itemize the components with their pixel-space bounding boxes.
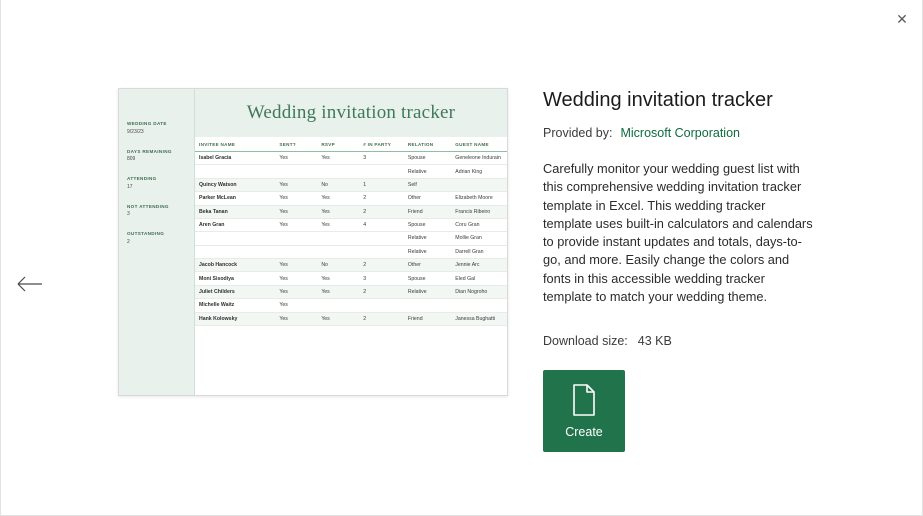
cell-in-party: 2 <box>359 285 404 298</box>
cell-invitee-name: Parker McLean <box>195 192 275 205</box>
close-icon: ✕ <box>896 11 908 27</box>
table-row <box>195 165 507 178</box>
cell-invitee-name: Michelle Waitz <box>195 299 275 312</box>
stat-label: WEDDING DATE <box>127 121 167 126</box>
cell-relation: Self <box>404 178 451 191</box>
cell-rsvp: Yes <box>317 205 359 218</box>
cell-in-party <box>359 232 404 245</box>
stat-value: 3 <box>127 211 130 217</box>
cell-sent: Yes <box>275 192 317 205</box>
cell-rsvp: No <box>317 178 359 191</box>
stat-outstanding <box>127 231 188 245</box>
cell-in-party: 2 <box>359 205 404 218</box>
cell-guest-name: Geneleone Indurain <box>451 152 507 165</box>
column-header-rsvp: RSVP <box>317 138 359 152</box>
stat-label: ATTENDING <box>127 176 157 181</box>
stat-value: 17 <box>127 183 133 190</box>
stat-label: NOT ATTENDING <box>127 203 169 209</box>
cell-rsvp <box>317 232 359 245</box>
cell-sent <box>275 245 317 258</box>
cell-relation: Other <box>404 192 451 205</box>
template-description: Carefully monitor your wedding guest list with this comprehensive wedding invitation tracker template in Excel. This wedding tracker template uses built-in calculators and calendars to provide instant updates and totals, days-to-go, and more. Easily change the colors and fonts in this accessible wedding tracker template to match your wedding theme. <box>543 161 813 305</box>
column-header-guest-name: GUEST NAME <box>451 138 507 152</box>
cell-guest-name: Elizabeth Moore <box>451 192 507 205</box>
create-button-label: Create <box>565 424 603 439</box>
cell-rsvp <box>317 299 359 312</box>
column-header-in-party: # IN PARTY <box>359 138 404 152</box>
cell-relation: Spouse <box>404 152 451 165</box>
cell-relation <box>404 299 451 312</box>
document-icon <box>571 384 597 416</box>
cell-in-party: 2 <box>359 192 404 205</box>
cell-in-party: 3 <box>359 152 404 165</box>
cell-sent: Yes <box>275 205 317 218</box>
column-header-invitee-name: INVITEE NAME <box>195 138 275 152</box>
cell-in-party: 4 <box>359 218 404 231</box>
cell-relation: Relative <box>404 285 451 298</box>
table-row <box>195 299 507 312</box>
cell-rsvp: Yes <box>317 192 359 205</box>
cell-rsvp: Yes <box>317 218 359 231</box>
stat-value: 2 <box>127 238 130 245</box>
cell-guest-name: Mollie Gran <box>451 232 507 245</box>
cell-rsvp: Yes <box>317 312 359 325</box>
table-header-row <box>195 138 507 152</box>
column-header-sent: SENT? <box>275 138 317 152</box>
table-row <box>195 192 507 205</box>
cell-invitee-name: Juliet Childers <box>195 285 275 298</box>
cell-relation: Relative <box>404 165 451 178</box>
cell-sent: Yes <box>275 152 317 165</box>
stat-label: DAYS REMAINING <box>127 148 172 154</box>
cell-rsvp: Yes <box>317 152 359 165</box>
cell-invitee-name: Beka Tanan <box>195 205 275 218</box>
column-header-relation: RELATION <box>404 138 451 152</box>
stat-attending <box>127 176 188 190</box>
cell-invitee-name: Hank Kolowsky <box>195 312 275 325</box>
cell-in-party <box>359 299 404 312</box>
cell-sent: Yes <box>275 312 317 325</box>
cell-relation: Spouse <box>404 272 451 285</box>
cell-guest-name: Coru Gran <box>451 218 507 231</box>
cell-sent: Yes <box>275 259 317 272</box>
cell-sent: Yes <box>275 285 317 298</box>
download-size-label: Download size: <box>543 334 628 349</box>
cell-in-party: 2 <box>359 312 404 325</box>
cell-sent <box>275 232 317 245</box>
table-row <box>195 285 507 298</box>
cell-sent: Yes <box>275 299 317 312</box>
stat-label: OUTSTANDING <box>127 231 165 236</box>
download-size-value: 43 KB <box>637 334 672 349</box>
cell-relation: Relative <box>404 232 451 245</box>
stat-wedding-date <box>127 121 188 135</box>
dialog-border-left <box>0 0 1 516</box>
cell-guest-name: Darrell Gran <box>451 245 507 258</box>
table-row <box>195 232 507 245</box>
cell-invitee-name: Moni Sisodiya <box>195 272 275 285</box>
cell-rsvp: Yes <box>317 285 359 298</box>
provider-label: Provided by: <box>543 126 613 140</box>
cell-rsvp: Yes <box>317 272 359 285</box>
cell-rsvp: No <box>317 259 359 272</box>
stat-days-remaining <box>127 149 188 163</box>
cell-guest-name: Janessa Bughatti <box>451 312 507 325</box>
summary-panel <box>119 89 195 395</box>
stat-not-attending <box>127 204 188 218</box>
table-row <box>195 312 507 325</box>
create-button[interactable] <box>543 370 625 452</box>
table-row <box>195 178 507 191</box>
guest-table <box>195 138 507 326</box>
cell-guest-name: Eled Gal <box>451 272 507 285</box>
table-row <box>195 245 507 258</box>
cell-relation: Friend <box>404 312 451 325</box>
stat-value: 9/23/23 <box>127 128 144 135</box>
cell-guest-name <box>451 299 507 312</box>
cell-guest-name: Adrian King <box>451 165 507 178</box>
cell-rsvp <box>317 165 359 178</box>
sheet-title: Wedding invitation tracker <box>246 102 456 123</box>
cell-relation: Other <box>404 259 451 272</box>
close-button[interactable] <box>885 4 919 34</box>
cell-invitee-name <box>195 232 275 245</box>
cell-relation: Relative <box>404 245 451 258</box>
spreadsheet-preview <box>119 89 507 395</box>
cell-invitee-name: Quincy Watson <box>195 178 275 191</box>
template-info-panel <box>543 88 873 452</box>
provider-row <box>543 126 873 140</box>
cell-relation: Friend <box>404 205 451 218</box>
cell-guest-name: Jennie Arc <box>451 259 507 272</box>
cell-invitee-name <box>195 245 275 258</box>
template-preview-image <box>118 88 508 396</box>
provider-link[interactable]: Microsoft Corporation <box>620 126 740 140</box>
table-row <box>195 259 507 272</box>
cell-guest-name <box>451 178 507 191</box>
cell-in-party: 2 <box>359 259 404 272</box>
page-title: Wedding invitation tracker <box>543 89 773 111</box>
cell-in-party: 3 <box>359 272 404 285</box>
back-arrow-icon <box>17 276 43 292</box>
cell-invitee-name: Isabel Gracia <box>195 152 275 165</box>
cell-sent: Yes <box>275 178 317 191</box>
cell-rsvp <box>317 245 359 258</box>
cell-in-party: 1 <box>359 178 404 191</box>
sheet-title-band <box>195 89 507 138</box>
table-row <box>195 218 507 231</box>
stat-value: 809 <box>127 156 136 162</box>
cell-invitee-name: Aren Gran <box>195 218 275 231</box>
cell-guest-name: Dian Nogroho <box>451 285 507 298</box>
guest-table-area <box>195 89 507 395</box>
cell-in-party <box>359 165 404 178</box>
cell-in-party <box>359 245 404 258</box>
back-button[interactable] <box>14 268 46 300</box>
cell-guest-name: Francis Ribeiro <box>451 205 507 218</box>
cell-sent <box>275 165 317 178</box>
cell-invitee-name: Jacob Hancock <box>195 259 275 272</box>
cell-relation: Spouse <box>404 218 451 231</box>
table-row <box>195 272 507 285</box>
cell-sent: Yes <box>275 218 317 231</box>
table-row <box>195 152 507 165</box>
download-size-row <box>543 334 873 348</box>
cell-invitee-name <box>195 165 275 178</box>
table-row <box>195 205 507 218</box>
cell-sent: Yes <box>275 272 317 285</box>
